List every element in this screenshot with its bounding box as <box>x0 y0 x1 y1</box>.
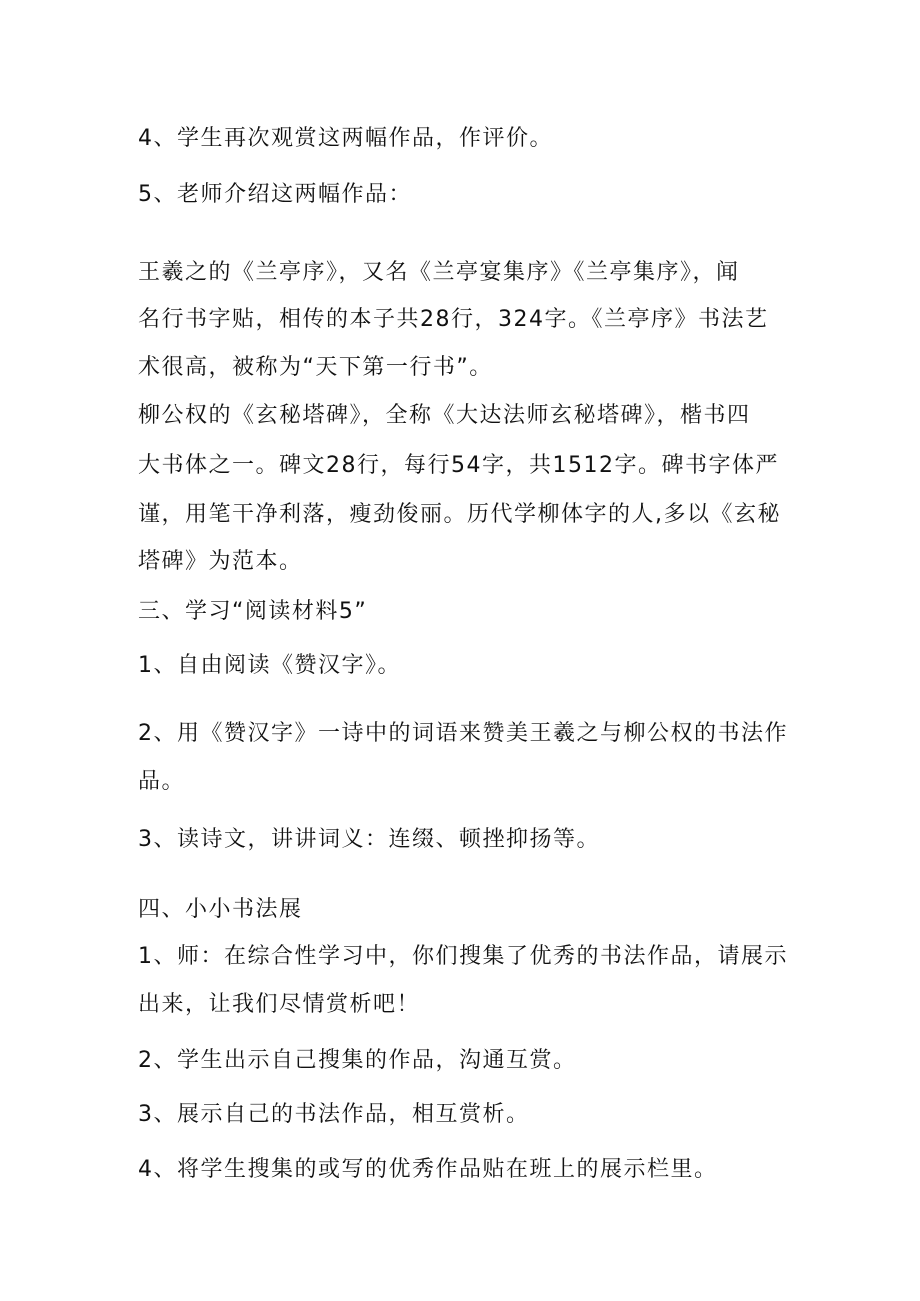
text-line: 塔碑》为范本。 <box>138 549 303 574</box>
text-line: 3、读诗文，讲讲词义：连缀、顿挫抑扬等。 <box>138 827 600 852</box>
text-line: 4、学生再次观赏这两幅作品，作评价。 <box>138 126 553 151</box>
text-line: 谨，用笔干净利落，瘦劲俊丽。历代学柳体字的人,多以《玄秘 <box>138 502 781 527</box>
text-line: 1、自由阅读《赞汉字》。 <box>138 653 401 678</box>
text-line: 大书体之一。碑文28行，每行54字，共1512字。碑书字体严 <box>138 453 779 478</box>
text-line: 品。 <box>138 769 186 794</box>
text-line: 5、老师介绍这两幅作品： <box>138 182 412 207</box>
text-line: 1、师：在综合性学习中，你们搜集了优秀的书法作品，请展示 <box>138 944 788 969</box>
text-line: 2、学生出示自己搜集的作品，沟通互赏。 <box>138 1048 577 1073</box>
text-line: 4、将学生搜集的或写的优秀作品贴在班上的展示栏里。 <box>138 1157 718 1182</box>
text-line: 2、用《赞汉字》一诗中的词语来赞美王羲之与柳公权的书法作 <box>138 721 788 746</box>
section-heading: 四、小小书法展 <box>138 897 303 922</box>
section-heading: 三、学习“阅读材料5” <box>138 599 368 624</box>
text-line: 出来，让我们尽情赏析吧！ <box>138 992 421 1017</box>
text-line: 3、展示自己的书法作品，相互赏析。 <box>138 1102 530 1127</box>
text-line: 名行书字贴，相传的本子共28行，324字。《兰亭序》书法艺 <box>138 307 769 332</box>
text-line: 王羲之的《兰亭序》，又名《兰亭宴集序》《兰亭集序》，闻 <box>138 260 740 285</box>
text-line: 术很高，被称为“天下第一行书”。 <box>138 355 493 380</box>
text-line: 柳公权的《玄秘塔碑》，全称《大达法师玄秘塔碑》，楷书四 <box>138 403 751 428</box>
